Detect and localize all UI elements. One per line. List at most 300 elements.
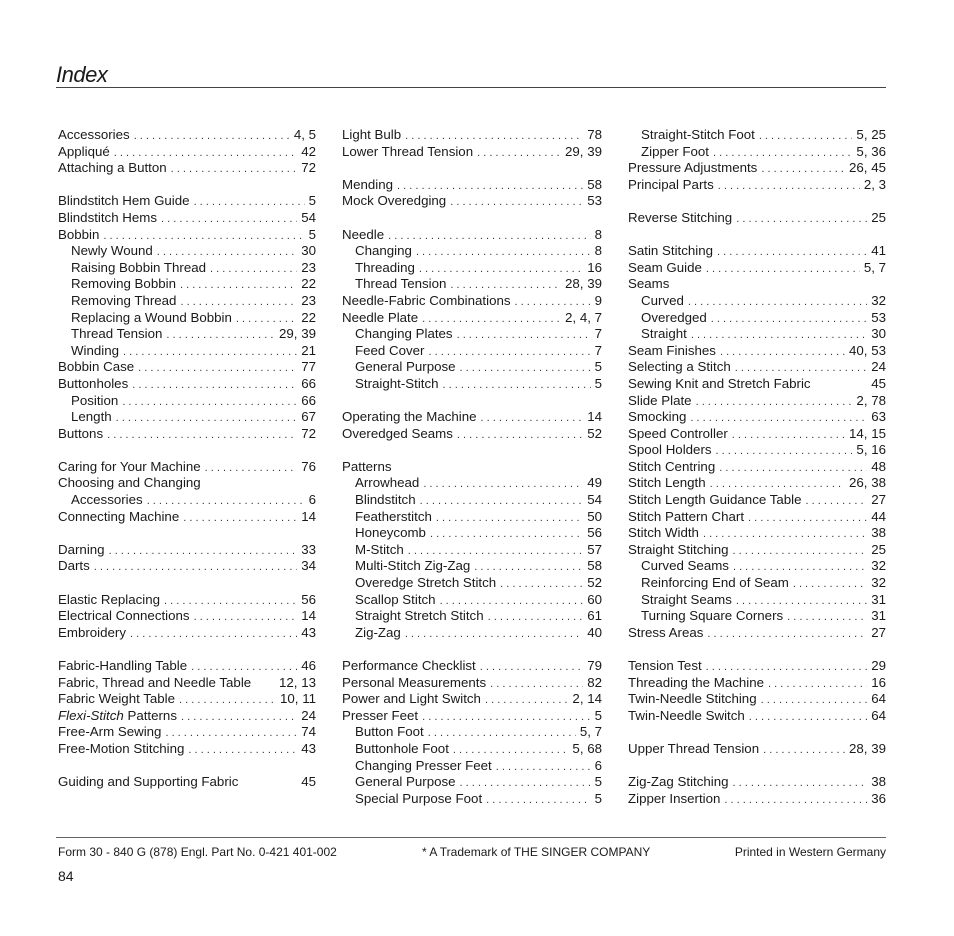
index-page-ref: 5: [594, 774, 602, 790]
leader-dots: [733, 559, 867, 576]
page-number: 84: [58, 868, 74, 884]
index-term: Patterns: [342, 458, 392, 474]
index-page-ref: 58: [587, 176, 602, 192]
index-page-ref: 27: [871, 492, 886, 508]
index-term: Arrowhead: [355, 475, 420, 491]
index-subentry: [58, 409, 316, 426]
index-gap: [58, 641, 316, 658]
leader-dots: [460, 775, 591, 792]
index-term: Zig-Zag: [355, 624, 401, 640]
index-entry: [58, 558, 316, 575]
index-page-ref: 23: [301, 259, 316, 275]
leader-dots: [166, 327, 275, 344]
index-term: Reverse Stitching: [628, 209, 733, 225]
index-subentry: [342, 608, 602, 625]
index-entry: [58, 127, 316, 144]
index-entry: [628, 492, 886, 509]
index-page-ref: 31: [871, 608, 886, 624]
index-term: Needle: [342, 226, 385, 242]
index-entry: [58, 741, 316, 758]
index-term: Raising Bobbin Thread: [71, 259, 207, 275]
index-subentry: [342, 326, 602, 343]
index-page-ref: 49: [587, 475, 602, 491]
index-page-ref: 5, 7: [579, 724, 602, 740]
leader-dots: [422, 311, 561, 328]
index-term: Scallop Stitch: [355, 591, 436, 607]
index-term: Twin-Needle Switch: [628, 707, 745, 723]
leader-dots: [500, 576, 583, 593]
index-subentry: [342, 276, 602, 293]
index-term: Caring for Your Machine: [58, 458, 201, 474]
trademark-note: * A Trademark of THE SINGER COMPANY: [422, 845, 651, 859]
index-page-ref: 77: [301, 359, 316, 375]
index-subentry: [342, 343, 602, 360]
index-page-ref: 52: [587, 425, 602, 441]
index-term: Principal Parts: [628, 176, 714, 192]
index-page-ref: 28, 39: [849, 740, 886, 756]
index-gap: [58, 442, 316, 459]
index-term: Attaching a Button: [58, 160, 167, 176]
leader-dots: [713, 145, 852, 162]
leader-dots: [107, 427, 297, 444]
index-page-ref: 4, 5: [293, 127, 316, 142]
leader-dots: [180, 294, 297, 311]
index-term: Newly Wound: [71, 243, 153, 259]
index-entry: [628, 442, 886, 459]
index-term: Turning Square Corners: [641, 608, 784, 624]
index-entry: [58, 774, 316, 791]
index-entry: [628, 177, 886, 194]
index-term: Fabric, Thread and Needle Table: [58, 674, 252, 690]
index-term: Length: [71, 409, 112, 425]
index-gap: [58, 758, 316, 775]
index-term: Seams: [628, 276, 670, 292]
index-gap: [342, 641, 602, 658]
index-page-ref: 30: [301, 243, 316, 259]
index-subentry: [58, 276, 316, 293]
index-entry: [628, 509, 886, 526]
index-term: Performance Checklist: [342, 658, 476, 673]
index-entry: [628, 675, 886, 692]
leader-dots: [388, 228, 590, 245]
index-page-ref: 14: [301, 508, 316, 524]
index-term: Position: [71, 392, 119, 408]
index-page-ref: 64: [871, 707, 886, 723]
index-page-ref: 30: [871, 326, 886, 342]
index-term: Threading the Machine: [628, 674, 765, 690]
index-subentry: [58, 326, 316, 343]
leader-dots: [114, 145, 297, 162]
leader-dots: [397, 178, 583, 195]
index-term: Straight Seams: [641, 591, 732, 607]
leader-dots: [733, 543, 868, 560]
index-page-ref: 74: [301, 724, 316, 740]
index-term: Stitch Length: [628, 475, 706, 491]
index-subentry: [628, 608, 886, 625]
index-subentry: [628, 127, 886, 144]
index-term: Zig-Zag Stitching: [628, 774, 729, 790]
leader-dots: [179, 692, 276, 709]
leader-dots: [457, 327, 591, 344]
index-term: Curved Seams: [641, 558, 729, 574]
index-term: Changing: [355, 243, 412, 259]
index-page-ref: 29, 39: [565, 143, 602, 159]
leader-dots: [236, 311, 297, 328]
index-entry: [342, 658, 602, 675]
index-subentry: [58, 492, 316, 509]
index-page-ref: 16: [871, 674, 886, 690]
index-entry: [342, 310, 602, 327]
index-page-ref: 46: [301, 658, 316, 673]
index-page-ref: 14, 15: [849, 425, 886, 441]
index-entry: [628, 359, 886, 376]
page-title: Index: [56, 62, 108, 87]
index-term: Power and Light Switch: [342, 691, 481, 707]
leader-dots: [420, 493, 584, 510]
index-term: Threading: [355, 259, 415, 275]
leader-dots: [707, 626, 867, 643]
index-entry: [58, 193, 316, 210]
index-subentry: [342, 791, 602, 808]
index-entry: [628, 160, 886, 177]
index-page-ref: 32: [871, 292, 886, 308]
index-page-ref: 22: [301, 309, 316, 325]
index-entry: [628, 791, 886, 808]
leader-dots: [717, 244, 867, 261]
index-page-ref: 7: [594, 342, 602, 358]
index-term: Overedge Stretch Stitch: [355, 575, 497, 591]
index-entry: [58, 144, 316, 161]
leader-dots: [480, 659, 583, 676]
index-entry: [342, 708, 602, 725]
index-term: Changing Plates: [355, 326, 453, 342]
index-term: Sewing Knit and Stretch Fabric: [628, 375, 811, 391]
leader-dots: [460, 360, 591, 377]
index-entry: [58, 675, 316, 692]
index-page-ref: 78: [587, 127, 602, 142]
index-page-ref: 38: [871, 774, 886, 790]
index-entry: [58, 227, 316, 244]
index-page-ref: 2, 78: [856, 392, 886, 408]
index-column-1: [58, 127, 316, 791]
index-page-ref: 5, 16: [856, 442, 886, 458]
index-page-ref: 42: [301, 143, 316, 159]
leader-dots: [157, 244, 297, 261]
index-entry: [58, 359, 316, 376]
index-term: Stitch Length Guidance Table: [628, 492, 802, 508]
index-term: General Purpose: [355, 359, 456, 375]
index-term: Needle-Fabric Combinations: [342, 292, 511, 308]
index-page-ref: 32: [871, 558, 886, 574]
index-term: Mending: [342, 176, 394, 192]
leader-dots: [181, 709, 297, 726]
index-term: Stitch Pattern Chart: [628, 508, 745, 524]
index-subentry: [58, 343, 316, 360]
index-term: Zipper Insertion: [628, 790, 721, 806]
index-subentry: [628, 310, 886, 327]
index-subentry: [342, 525, 602, 542]
index-term: General Purpose: [355, 774, 456, 790]
index-entry: [342, 426, 602, 443]
index-page-ref: 14: [587, 409, 602, 425]
index-entry: [628, 210, 886, 227]
index-entry: [58, 459, 316, 476]
index-page-ref: 33: [301, 541, 316, 557]
index-page-ref: 45: [871, 375, 886, 391]
index-term: Thread Tension: [71, 326, 163, 342]
index-entry: [342, 459, 602, 476]
index-gap: [628, 641, 886, 658]
leader-dots: [103, 228, 304, 245]
leader-dots: [748, 510, 867, 527]
index-page-ref: 5, 25: [856, 127, 886, 142]
leader-dots: [719, 460, 867, 477]
index-page-ref: 50: [587, 508, 602, 524]
index-gap: [628, 724, 886, 741]
leader-dots: [481, 410, 584, 427]
leader-dots: [496, 759, 591, 776]
index-gap: [342, 210, 602, 227]
leader-dots: [191, 659, 297, 676]
leader-dots: [161, 211, 297, 228]
leader-dots: [477, 145, 561, 162]
index-term: Free-Motion Stitching: [58, 740, 185, 756]
leader-dots: [691, 327, 867, 344]
index-entry: [58, 426, 316, 443]
leader-dots: [436, 510, 583, 527]
leader-dots: [736, 593, 867, 610]
index-page-ref: 72: [301, 425, 316, 441]
index-term: Darning: [58, 541, 105, 557]
index-term: Operating the Machine: [342, 409, 477, 425]
leader-dots: [109, 543, 298, 560]
index-entry: [342, 177, 602, 194]
index-entry: [342, 675, 602, 692]
leader-dots: [761, 161, 845, 178]
leader-dots: [210, 261, 297, 278]
index-term: Curved: [641, 292, 684, 308]
leader-dots: [450, 277, 561, 294]
index-page-ref: 5, 68: [572, 740, 602, 756]
index-subentry: [342, 376, 602, 393]
index-term: Selecting a Stitch: [628, 359, 731, 375]
leader-dots: [453, 742, 569, 759]
index-term: Straight-Stitch Foot: [641, 127, 755, 142]
index-entry: [628, 260, 886, 277]
index-subentry: [342, 575, 602, 592]
leader-dots: [793, 576, 867, 593]
leader-dots: [180, 277, 297, 294]
leader-dots: [430, 526, 583, 543]
leader-dots: [132, 377, 297, 394]
index-page-ref: 41: [871, 243, 886, 259]
index-term: Fabric Weight Table: [58, 691, 176, 707]
leader-dots: [147, 493, 305, 510]
index-page-ref: 5: [594, 359, 602, 375]
index-page-ref: 61: [587, 608, 602, 624]
index-entry: [58, 376, 316, 393]
leader-dots: [416, 244, 591, 261]
leader-dots: [428, 725, 576, 742]
index-page-ref: 53: [587, 193, 602, 209]
index-entry: [628, 525, 886, 542]
leader-dots: [123, 344, 297, 361]
index-subentry: [342, 741, 602, 758]
leader-dots: [457, 427, 583, 444]
index-term: Multi-Stitch Zig-Zag: [355, 558, 471, 574]
index-subentry: [628, 326, 886, 343]
index-term: Blindstitch: [355, 492, 416, 508]
index-page-ref: 40: [587, 624, 602, 640]
index-term: Spool Holders: [628, 442, 712, 458]
index-term: Bobbin: [58, 226, 100, 242]
index-subentry: [58, 260, 316, 277]
index-entry: [628, 343, 886, 360]
index-term: Personal Measurements: [342, 674, 487, 690]
leader-dots: [761, 692, 868, 709]
index-term: Presser Feet: [342, 707, 419, 723]
index-page-ref: 58: [587, 558, 602, 574]
index-page-ref: 63: [871, 409, 886, 425]
index-term: Straight Stretch Stitch: [355, 608, 484, 624]
index-term: Straight-Stitch: [355, 375, 439, 391]
index-subentry: [628, 558, 886, 575]
leader-dots: [194, 609, 298, 626]
index-term: Removing Bobbin: [71, 276, 176, 292]
leader-dots: [736, 211, 867, 228]
index-page-ref: 8: [594, 243, 602, 259]
index-page-ref: 25: [871, 541, 886, 557]
index-term: M-Stitch: [355, 541, 404, 557]
index-page-ref: 60: [587, 591, 602, 607]
index-page-ref: 72: [301, 160, 316, 176]
index-term: Buttons: [58, 425, 104, 441]
index-subentry: [342, 260, 602, 277]
index-page-ref: 29: [871, 658, 886, 673]
index-entry: [342, 193, 602, 210]
index-term: Twin-Needle Stitching: [628, 691, 757, 707]
index-page-ref: 66: [301, 375, 316, 391]
index-page-ref: 27: [871, 624, 886, 640]
index-term: Accessories: [71, 492, 143, 508]
index-term: Feed Cover: [355, 342, 425, 358]
index-term: Special Purpose Foot: [355, 790, 483, 806]
index-entry: [628, 243, 886, 260]
leader-dots: [164, 593, 297, 610]
index-entry: [628, 708, 886, 725]
index-term: Embroidery: [58, 624, 126, 640]
index-subentry: [342, 758, 602, 775]
index-entry: [342, 127, 602, 144]
leader-dots: [763, 742, 845, 759]
leader-dots: [419, 261, 583, 278]
index-subentry: [628, 592, 886, 609]
index-term: Buttonhole Foot: [355, 740, 449, 756]
index-term: Thread Tension: [355, 276, 447, 292]
index-term: Darts: [58, 558, 90, 574]
index-term: Stitch Centring: [628, 458, 716, 474]
index-gap: [342, 393, 602, 410]
leader-dots: [488, 609, 584, 626]
index-entry: [342, 293, 602, 310]
leader-dots: [486, 792, 590, 809]
index-gap: [628, 227, 886, 244]
index-page-ref: 54: [587, 492, 602, 508]
index-subentry: [342, 509, 602, 526]
leader-dots: [428, 344, 590, 361]
index-page-ref: 5, 7: [863, 259, 886, 275]
index-page-ref: 34: [301, 558, 316, 574]
index-page-ref: 6: [594, 757, 602, 773]
index-page-ref: 57: [587, 541, 602, 557]
leader-dots: [205, 460, 298, 477]
index-page-ref: 26, 45: [849, 160, 886, 176]
index-term: Electrical Connections: [58, 608, 190, 624]
index-page-ref: 66: [301, 392, 316, 408]
leader-dots: [735, 360, 867, 377]
index-term: Reinforcing End of Seam: [641, 575, 789, 591]
index-entry: [58, 210, 316, 227]
index-subentry: [342, 492, 602, 509]
index-term: Appliqué: [58, 143, 110, 159]
index-page-ref: 5: [594, 707, 602, 723]
index-page-ref: 5: [308, 226, 316, 242]
index-entry: [628, 741, 886, 758]
index-page-ref: 29, 39: [279, 326, 316, 342]
index-page-ref: 52: [587, 575, 602, 591]
leader-dots: [443, 377, 591, 394]
leader-dots: [720, 344, 845, 361]
leader-dots: [716, 443, 853, 460]
leader-dots: [188, 742, 297, 759]
leader-dots: [787, 609, 867, 626]
index-page-ref: 53: [871, 309, 886, 325]
index-term: Straight: [641, 326, 687, 342]
index-entry: [628, 276, 886, 293]
title-rule: [56, 87, 886, 88]
index-page-ref: 22: [301, 276, 316, 292]
leader-dots: [130, 626, 297, 643]
leader-dots: [759, 128, 853, 145]
index-term: Bobbin Case: [58, 359, 135, 375]
index-subentry: [628, 144, 886, 161]
index-page-ref: 43: [301, 624, 316, 640]
index-term: Pressure Adjustments: [628, 160, 758, 176]
index-page-ref: 79: [587, 658, 602, 673]
leader-dots: [724, 792, 867, 809]
index-term: Connecting Machine: [58, 508, 180, 524]
leader-dots: [134, 128, 290, 145]
index-term: Guiding and Supporting Fabric: [58, 774, 239, 790]
index-page-ref: 67: [301, 409, 316, 425]
leader-dots: [706, 659, 868, 676]
leader-dots: [408, 543, 583, 560]
index-term: Seam Guide: [628, 259, 702, 275]
index-entry: [628, 475, 886, 492]
index-entry: [628, 459, 886, 476]
leader-dots: [768, 676, 867, 693]
index-term: Choosing and Changing: [58, 475, 201, 491]
index-entry: [628, 426, 886, 443]
index-entry: [342, 691, 602, 708]
index-entry: [58, 160, 316, 177]
index-entry: [58, 475, 316, 492]
form-number: Form 30 - 840 G (878) Engl. Part No. 0-421 401-002: [58, 845, 337, 859]
index-subentry: [342, 625, 602, 642]
index-term: Tension Test: [628, 658, 702, 673]
index-page-ref: 23: [301, 292, 316, 308]
index-term: Blindstitch Hems: [58, 209, 158, 225]
